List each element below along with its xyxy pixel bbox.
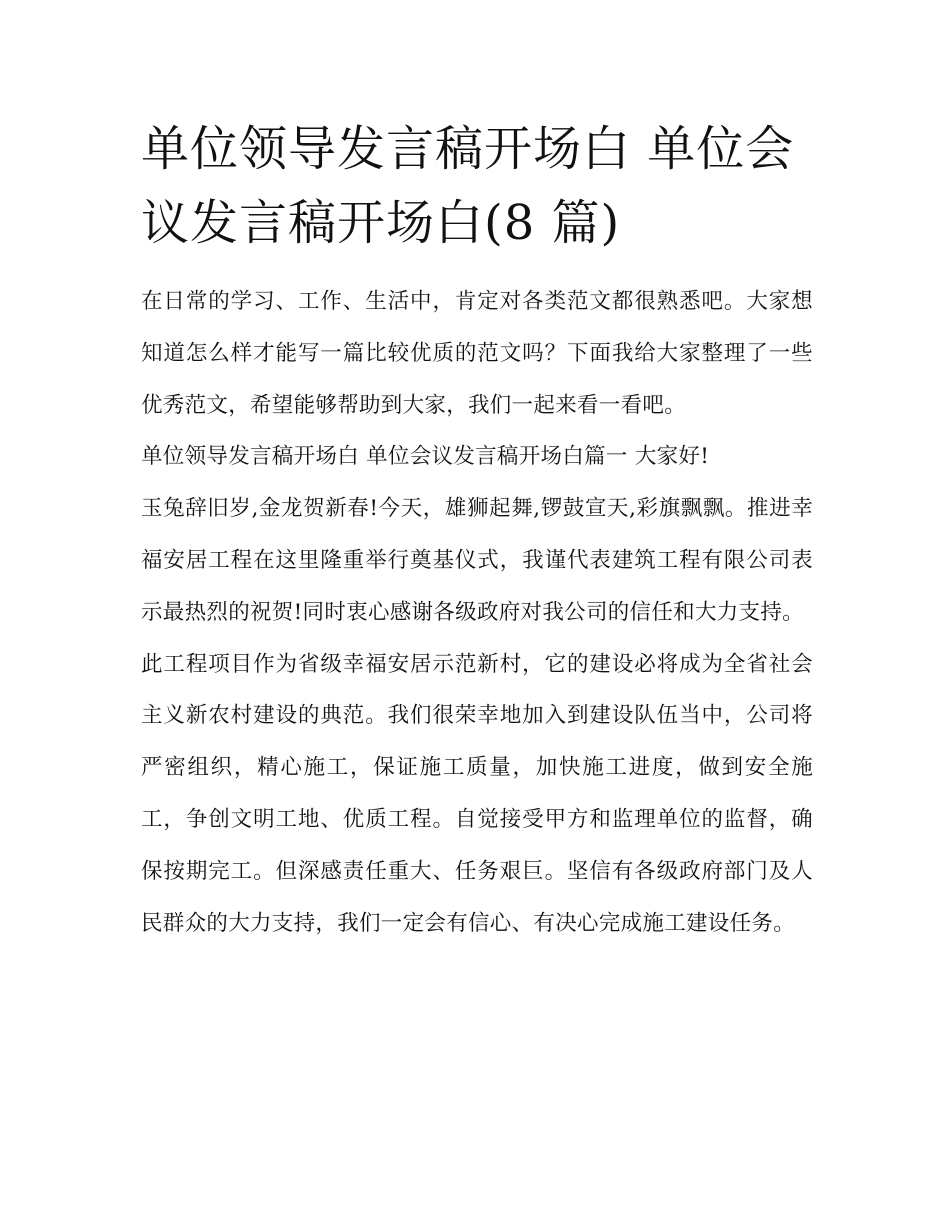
document-body: [141, 276, 813, 949]
greeting-paragraph: 玉兔辞旧岁,金龙贺新春!今天，雄狮起舞,锣鼓宣天,彩旗飘飘。推进幸福安居工程在这里隆重举行奠基仪式，我谨代表建筑工程有限公司表示最热烈的祝贺!同时衷心感谢各级政府对我公司的信任和大力支持。: [141, 496, 813, 625]
intro-paragraph: 在日常的学习、工作、生活中，肯定对各类范文都很熟悉吧。大家想知道怎么样才能写一篇比较优质的范文吗？下面我给大家整理了一些优秀范文，希望能够帮助到大家，我们一起来看一看吧。: [141, 289, 813, 418]
section-heading-paragraph: 单位领导发言稿开场白 单位会议发言稿开场白篇一 大家好!: [141, 444, 710, 470]
document-title: 单位领导发言稿开场白 单位会议发言稿开场白(8 篇): [141, 121, 795, 251]
project-paragraph: 此工程项目作为省级幸福安居示范新村，它的建设必将成为全省社会主义新农村建设的典范。我们很荣幸地加入到建设队伍当中，公司将严密组织，精心施工，保证施工质量，加快施工进度，做到安全施工，争创文明工地、优质工程。自觉接受甲方和监理单位的监督，确保按期完工。但深感责任重大、任务艰巨。坚信有各级政府部门及人民群众的大力支持，我们一定会有信心、有决心完成施工建设任务。: [141, 651, 813, 936]
